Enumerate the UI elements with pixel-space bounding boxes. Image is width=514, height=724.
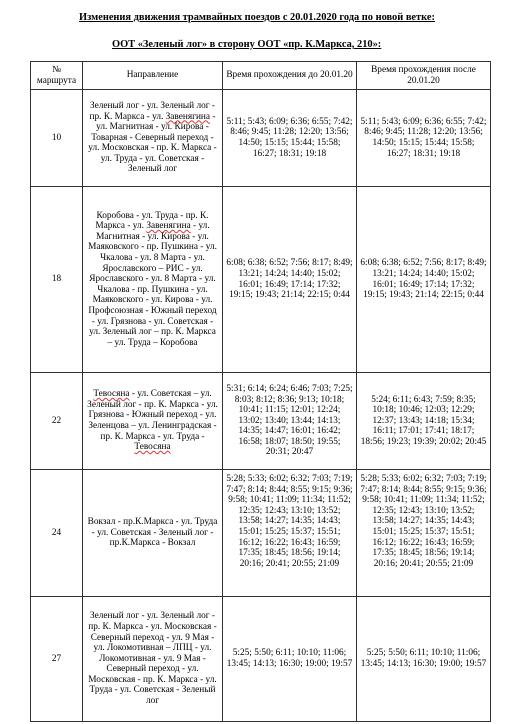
table-row — [31, 470, 491, 597]
time-after: 5:24; 6:11; 6:43; 7:59; 8:35; 10:18; 10:46; 12:03; 12:29; 12:37; 13:43; 14:18; 15:34; 16:11; 17:01; 17:41; 18:17; 18:56; 19:23; 19:39; 20:02; 20:45 — [357, 373, 491, 470]
table-row — [31, 187, 491, 373]
route-number: 10 — [31, 90, 83, 187]
time-before: 5:11; 5:43; 6:09; 6:36; 6:55; 7:42; 8:46; 9:45; 11:28; 12:20; 13:56; 14:50; 15:15; 15:44; 15:58; 16:27; 18:31; 19:18 — [223, 90, 357, 187]
column-header-direction: Направление — [83, 62, 223, 90]
route-number: 18 — [31, 187, 83, 373]
route-direction: Зеленый лог - ул. Зеленый лог - пр. К. Маркса - ул. Завенягина - ул. Магнитная - ул. Кирова - Товарная - Северный переход - ул. Московская - пр. К. Маркса - ул. Труда - ул. Советская - Зеленый лог — [83, 90, 223, 187]
time-before: 5:31; 6:14; 6:24; 6:46; 7:03; 7:25; 8:03; 8:12; 8:36; 9:13; 10:18; 10:41; 11:15; 12:01; 12:24; 13:02; 13:40; 13:44; 14:13; 14:35; 14:47; 16:01; 16:42; 16:58; 18:07; 18:50; 19:55; 20:31; 20:47 — [223, 373, 357, 470]
schedule-table — [30, 61, 491, 722]
route-direction: Коробова - ул. Труда - пр. К. Маркса - ул. Завенягина - ул. Магнитная - ул. Кирова - ул. Маяковского - пр. Пушкина - ул. Чкалова - ул. 8 Марта - ул. Ярославского – РИС - ул. Ярославского - ул. 8 Марта - ул. Чкалова - пр. Пушкина - ул. Маяковского - ул. Кирова - ул. Профсоюзная - Южный переход - ул. Грязнова - ул. Советская - ул. Зеленый лог – пр. К. Маркса – ул. Труда – Коробова — [83, 187, 223, 373]
time-before: 6:08; 6:38; 6:52; 7:56; 8:17; 8:49; 13:21; 14:24; 14:40; 15:02; 16:01; 16:49; 17:14; 17:32; 19:15; 19:43; 21:14; 22:15; 0:44 — [223, 187, 357, 373]
table-header-row — [31, 62, 491, 90]
page-title: Изменения движения трамвайных поездов с 20.01.2020 года по новой ветке: — [79, 12, 435, 23]
column-header-route: № маршрута — [31, 62, 83, 90]
route-number: 27 — [31, 597, 83, 722]
route-direction: Тевосяна - ул. Советская – ул. Зеленый лог - пр. К. Маркса - ул. Грязнова - Южный переход - ул. Зеленцова – ул. Ленинградская - пр. К. Маркса - ул. Труда - Тевосяна — [83, 373, 223, 470]
time-before: 5:25; 5:50; 6:11; 10:10; 11:06; 13:45; 14:13; 16:30; 19:00; 19:57 — [223, 597, 357, 722]
time-after: 5:25; 5:50; 6:11; 10:10; 11:06; 13:45; 14:13; 16:30; 19:00; 19:57 — [357, 597, 491, 722]
route-number: 24 — [31, 470, 83, 597]
column-header-after: Время прохождения после 20.01.20 — [357, 62, 491, 90]
column-header-before: Время прохождения до 20.01.20 — [223, 62, 357, 90]
table-row — [31, 597, 491, 722]
time-after: 6:08; 6:38; 6:52; 7:56; 8:17; 8:49; 13:21; 14:24; 14:40; 15:02; 16:01; 16:49; 17:14; 17:32; 19:15; 19:43; 21:14; 22:15; 0:44 — [357, 187, 491, 373]
time-after: 5:11; 5:43; 6:09; 6:36; 6:55; 7:42; 8:46; 9:45; 11:28; 12:20; 13:56; 14:50; 15:15; 15:44; 15:58; 16:27; 18:31; 19:18 — [357, 90, 491, 187]
table-row — [31, 373, 491, 470]
route-number: 22 — [31, 373, 83, 470]
time-before: 5:28; 5:33; 6:02; 6:32; 7:03; 7:19; 7:47; 8:14; 8:44; 8:55; 9:15; 9:36; 9:58; 10:41; 11:09; 11:34; 11:52; 12:35; 12:43; 13:10; 13:52; 13:58; 14:27; 14:35; 14:43; 15:01; 15:25; 15:37; 15:51; 16:12; 16:22; 16:43; 16:59; 17:35; 18:45; 18:56; 19:14; 20:16; 20:41; 20:55; 21:09 — [223, 470, 357, 597]
table-row — [31, 90, 491, 187]
route-direction: Вокзал - пр.К.Маркса - ул. Труда - ул. Советская - Зеленый лог - пр.К.Маркса - Вокзал — [83, 470, 223, 597]
route-direction: Зеленый лог - ул. Зеленый лог - пр. К. Маркса - ул. Московская - Северный переход - ул. 9 Мая - ул. Локомотивная – ЛПЦ - ул. Локомотивная - ул. 9 Мая - Северный переход - ул. Московская - пр. К. Маркса - ул. Труда - ул. Советская - Зеленый лог — [83, 597, 223, 722]
time-after: 5:28; 5:33; 6:02; 6:32; 7:03; 7:19; 7:47; 8:14; 8:44; 8:55; 9:15; 9:36; 9:58; 10:41; 11:09; 11:34; 11:52; 12:35; 12:43; 13:10; 13:52; 13:58; 14:27; 14:35; 14:43; 15:01; 15:25; 15:37; 15:51; 16:12; 16:22; 16:43; 16:59; 17:35; 18:45; 18:56; 19:14; 20:16; 20:41; 20:55; 21:09 — [357, 470, 491, 597]
page-subtitle: ООТ «Зеленый лог» в сторону ООТ «пр. К.Маркса, 210»: — [112, 39, 382, 50]
